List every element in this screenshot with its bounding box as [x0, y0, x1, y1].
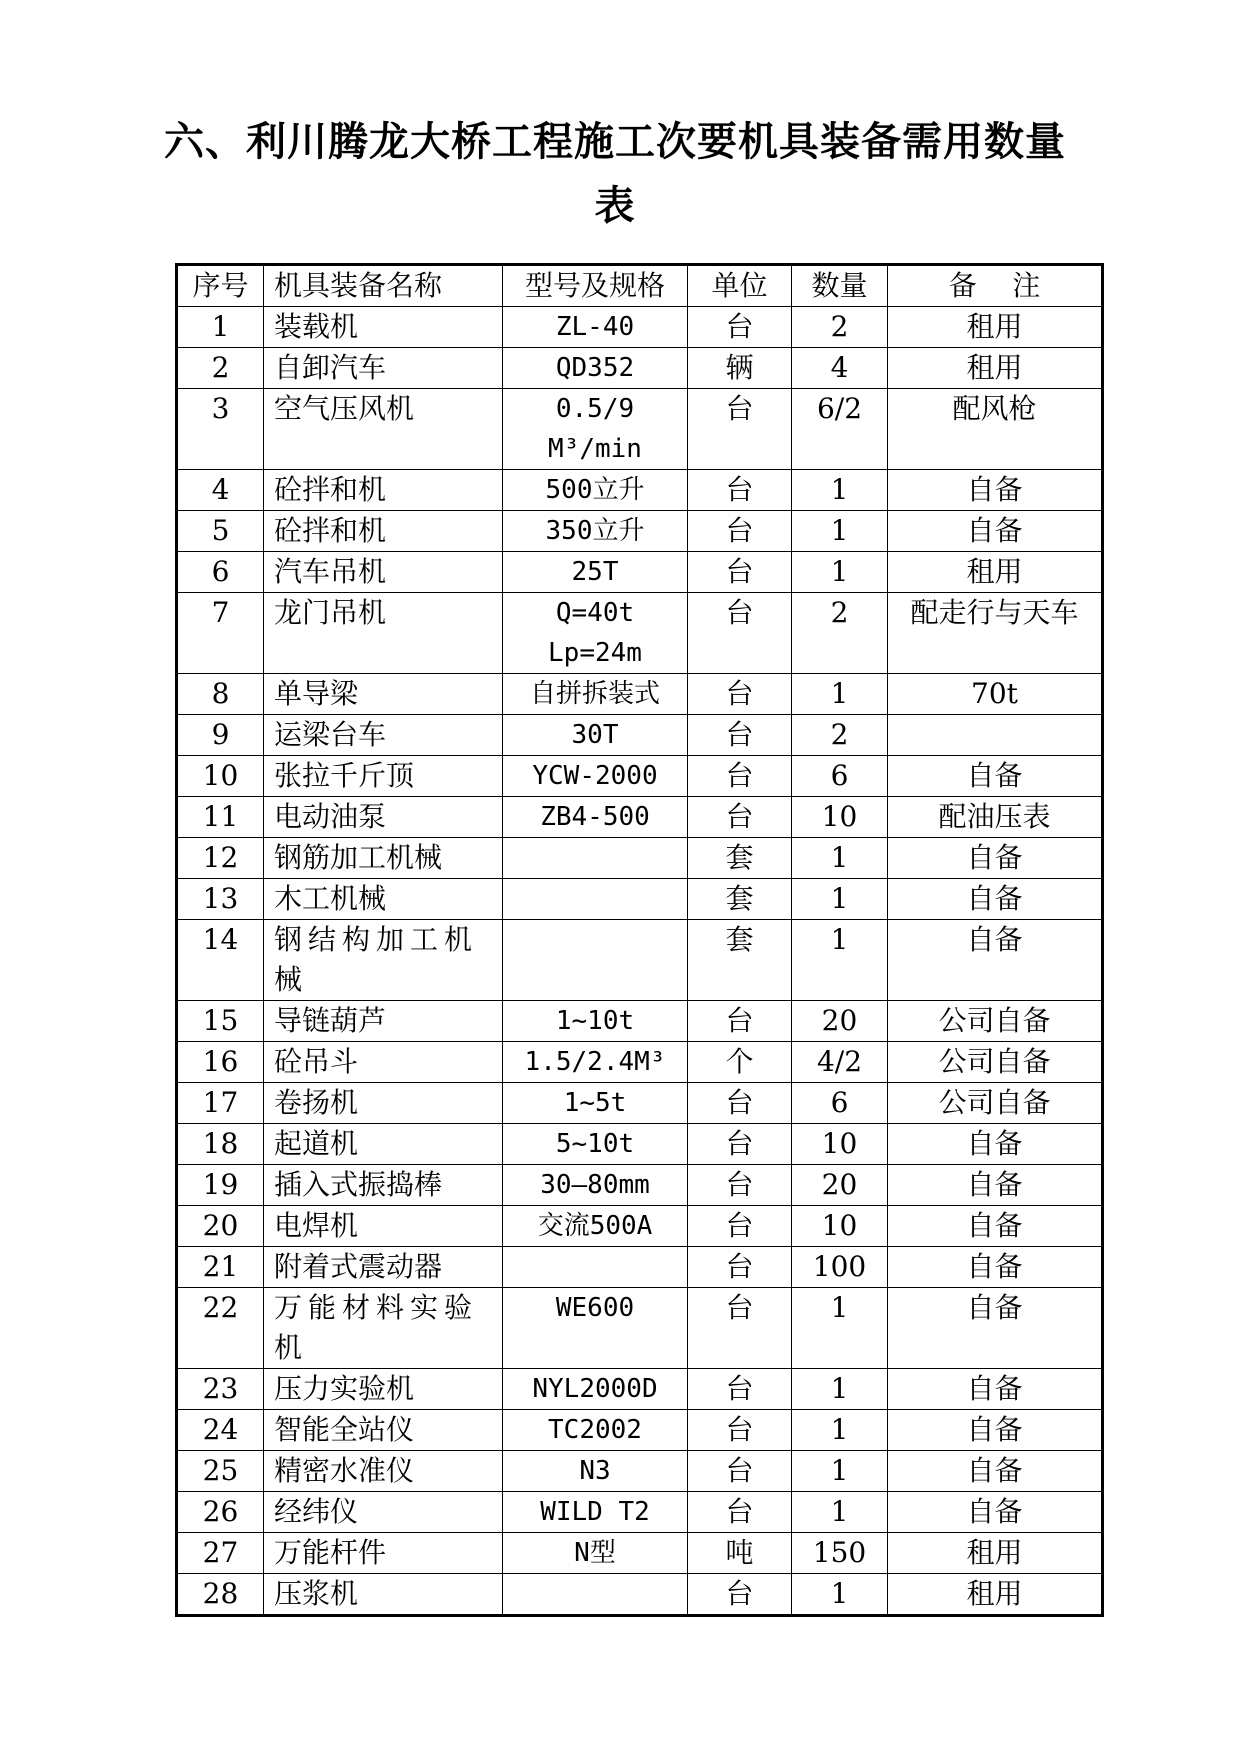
cell-note: 自备: [888, 1206, 1103, 1247]
cell-note: 公司自备: [888, 1042, 1103, 1083]
cell-spec: [503, 920, 688, 1001]
cell-unit: 台: [688, 715, 792, 756]
table-row: [177, 593, 1103, 674]
table-row: [177, 797, 1103, 838]
cell-spec: [503, 838, 688, 879]
cell-qty: 1: [792, 1288, 888, 1369]
cell-name: 万能材料实验机: [264, 1288, 503, 1369]
cell-note: 配走行与天车: [888, 593, 1103, 674]
cell-qty: 10: [792, 1206, 888, 1247]
cell-name: 运梁台车: [264, 715, 503, 756]
table-row: [177, 879, 1103, 920]
header-name: 机具装备名称: [264, 265, 503, 307]
equipment-table: [175, 263, 1104, 1617]
cell-name: 装载机: [264, 307, 503, 348]
cell-no: 7: [177, 593, 264, 674]
cell-unit: 套: [688, 879, 792, 920]
cell-name: 经纬仪: [264, 1492, 503, 1533]
cell-name: 卷扬机: [264, 1083, 503, 1124]
cell-unit: 台: [688, 1410, 792, 1451]
table-row: [177, 1369, 1103, 1410]
cell-unit: 台: [688, 1124, 792, 1165]
cell-name: 空气压风机: [264, 389, 503, 470]
cell-unit: 吨: [688, 1533, 792, 1574]
cell-qty: 1: [792, 1492, 888, 1533]
cell-no: 11: [177, 797, 264, 838]
cell-unit: 台: [688, 511, 792, 552]
cell-spec: QD352: [503, 348, 688, 389]
cell-qty: 4: [792, 348, 888, 389]
cell-unit: 台: [688, 552, 792, 593]
cell-spec: 1~10t: [503, 1001, 688, 1042]
cell-name: 汽车吊机: [264, 552, 503, 593]
table-row: [177, 838, 1103, 879]
cell-no: 15: [177, 1001, 264, 1042]
cell-no: 18: [177, 1124, 264, 1165]
cell-spec: WE600: [503, 1288, 688, 1369]
cell-qty: 10: [792, 797, 888, 838]
cell-qty: 100: [792, 1247, 888, 1288]
cell-spec: [503, 879, 688, 920]
cell-name: 万能杆件: [264, 1533, 503, 1574]
cell-spec: N型: [503, 1533, 688, 1574]
header-unit: 单位: [688, 265, 792, 307]
cell-note: 自备: [888, 1410, 1103, 1451]
cell-unit: 辆: [688, 348, 792, 389]
cell-unit: 台: [688, 1001, 792, 1042]
cell-note: 配油压表: [888, 797, 1103, 838]
cell-no: 16: [177, 1042, 264, 1083]
cell-no: 1: [177, 307, 264, 348]
cell-note: 自备: [888, 1165, 1103, 1206]
cell-spec: 自拼拆装式: [503, 674, 688, 715]
header-qty: 数量: [792, 265, 888, 307]
cell-spec: 5~10t: [503, 1124, 688, 1165]
cell-spec: NYL2000D: [503, 1369, 688, 1410]
cell-spec: 500立升: [503, 470, 688, 511]
cell-unit: 台: [688, 1288, 792, 1369]
table-row: [177, 756, 1103, 797]
cell-note: 租用: [888, 348, 1103, 389]
table-row: [177, 1410, 1103, 1451]
table-row: [177, 1042, 1103, 1083]
cell-spec: N3: [503, 1451, 688, 1492]
cell-unit: 台: [688, 674, 792, 715]
table-row: [177, 1288, 1103, 1369]
cell-note: 租用: [888, 552, 1103, 593]
cell-note: 自备: [888, 879, 1103, 920]
cell-qty: 1: [792, 470, 888, 511]
table-row: [177, 1574, 1103, 1616]
cell-qty: 1: [792, 1410, 888, 1451]
title-line-2: 表: [594, 183, 636, 229]
cell-note: 自备: [888, 1247, 1103, 1288]
table-row: [177, 470, 1103, 511]
cell-note: 租用: [888, 1574, 1103, 1616]
cell-name: 电焊机: [264, 1206, 503, 1247]
cell-no: 3: [177, 389, 264, 470]
cell-qty: 150: [792, 1533, 888, 1574]
cell-unit: 台: [688, 470, 792, 511]
table-row: [177, 307, 1103, 348]
cell-no: 13: [177, 879, 264, 920]
table-row: [177, 715, 1103, 756]
table-row: [177, 1083, 1103, 1124]
cell-unit: 台: [688, 797, 792, 838]
cell-spec: Q=40t Lp=24m: [503, 593, 688, 674]
cell-unit: 个: [688, 1042, 792, 1083]
cell-qty: 2: [792, 593, 888, 674]
cell-name: 精密水准仪: [264, 1451, 503, 1492]
cell-qty: 20: [792, 1001, 888, 1042]
header-no: 序号: [177, 265, 264, 307]
cell-spec: ZB4-500: [503, 797, 688, 838]
cell-spec: ZL-40: [503, 307, 688, 348]
cell-note: 自备: [888, 1288, 1103, 1369]
cell-no: 4: [177, 470, 264, 511]
cell-no: 28: [177, 1574, 264, 1616]
table-row: [177, 389, 1103, 470]
cell-spec: 30—80mm: [503, 1165, 688, 1206]
cell-unit: 台: [688, 1451, 792, 1492]
cell-no: 12: [177, 838, 264, 879]
cell-name: 附着式震动器: [264, 1247, 503, 1288]
cell-qty: 1: [792, 920, 888, 1001]
cell-qty: 1: [792, 1451, 888, 1492]
cell-unit: 台: [688, 1492, 792, 1533]
cell-unit: 台: [688, 1083, 792, 1124]
cell-note: 自备: [888, 756, 1103, 797]
cell-qty: 6: [792, 756, 888, 797]
cell-no: 20: [177, 1206, 264, 1247]
table-row: [177, 1124, 1103, 1165]
table-header-row: [177, 265, 1103, 307]
cell-spec: 30T: [503, 715, 688, 756]
table-row: [177, 1247, 1103, 1288]
cell-qty: 6: [792, 1083, 888, 1124]
table-row: [177, 1492, 1103, 1533]
cell-qty: 6/2: [792, 389, 888, 470]
table-row: [177, 1206, 1103, 1247]
cell-name: 导链葫芦: [264, 1001, 503, 1042]
cell-note: 自备: [888, 1124, 1103, 1165]
cell-unit: 台: [688, 389, 792, 470]
page-title: [150, 110, 1080, 238]
cell-spec: TC2002: [503, 1410, 688, 1451]
cell-qty: 10: [792, 1124, 888, 1165]
cell-qty: 1: [792, 674, 888, 715]
cell-note: 自备: [888, 1451, 1103, 1492]
cell-name: 钢筋加工机械: [264, 838, 503, 879]
cell-qty: 1: [792, 838, 888, 879]
cell-note: 自备: [888, 838, 1103, 879]
cell-no: 23: [177, 1369, 264, 1410]
cell-no: 17: [177, 1083, 264, 1124]
cell-no: 14: [177, 920, 264, 1001]
cell-name: 木工机械: [264, 879, 503, 920]
cell-no: 26: [177, 1492, 264, 1533]
cell-qty: 1: [792, 552, 888, 593]
cell-note: 租用: [888, 1533, 1103, 1574]
table-row: [177, 1533, 1103, 1574]
cell-name: 张拉千斤顶: [264, 756, 503, 797]
cell-unit: 套: [688, 920, 792, 1001]
cell-unit: 台: [688, 756, 792, 797]
cell-note: 公司自备: [888, 1001, 1103, 1042]
cell-spec: WILD T2: [503, 1492, 688, 1533]
cell-no: 24: [177, 1410, 264, 1451]
cell-unit: 台: [688, 593, 792, 674]
cell-spec: 交流500A: [503, 1206, 688, 1247]
cell-note: 自备: [888, 1492, 1103, 1533]
cell-name: 压力实验机: [264, 1369, 503, 1410]
cell-name: 钢结构加工机械: [264, 920, 503, 1001]
cell-unit: 台: [688, 1574, 792, 1616]
cell-no: 5: [177, 511, 264, 552]
cell-name: 单导梁: [264, 674, 503, 715]
cell-note: 公司自备: [888, 1083, 1103, 1124]
cell-unit: 台: [688, 1247, 792, 1288]
cell-spec: [503, 1574, 688, 1616]
cell-spec: YCW-2000: [503, 756, 688, 797]
cell-spec: 1.5/2.4M³: [503, 1042, 688, 1083]
cell-note: 租用: [888, 307, 1103, 348]
cell-no: 19: [177, 1165, 264, 1206]
header-spec: 型号及规格: [503, 265, 688, 307]
cell-name: 电动油泵: [264, 797, 503, 838]
cell-name: 压浆机: [264, 1574, 503, 1616]
cell-note: 自备: [888, 511, 1103, 552]
cell-no: 25: [177, 1451, 264, 1492]
table-row: [177, 552, 1103, 593]
cell-qty: 1: [792, 1574, 888, 1616]
cell-unit: 台: [688, 1369, 792, 1410]
cell-name: 自卸汽车: [264, 348, 503, 389]
cell-no: 21: [177, 1247, 264, 1288]
cell-qty: 2: [792, 715, 888, 756]
cell-no: 6: [177, 552, 264, 593]
cell-unit: 台: [688, 1165, 792, 1206]
cell-no: 9: [177, 715, 264, 756]
cell-spec: 1~5t: [503, 1083, 688, 1124]
cell-name: 插入式振捣棒: [264, 1165, 503, 1206]
cell-name: 砼拌和机: [264, 511, 503, 552]
cell-note: 自备: [888, 470, 1103, 511]
cell-note: [888, 715, 1103, 756]
cell-no: 2: [177, 348, 264, 389]
cell-spec: [503, 1247, 688, 1288]
cell-no: 22: [177, 1288, 264, 1369]
table-row: [177, 1451, 1103, 1492]
cell-note: 70t: [888, 674, 1103, 715]
table-row: [177, 348, 1103, 389]
cell-note: 自备: [888, 920, 1103, 1001]
cell-name: 智能全站仪: [264, 1410, 503, 1451]
header-note: 备 注: [888, 265, 1103, 307]
cell-qty: 1: [792, 511, 888, 552]
table-row: [177, 1165, 1103, 1206]
cell-spec: 0.5/9 M³/min: [503, 389, 688, 470]
cell-spec: 25T: [503, 552, 688, 593]
cell-qty: 1: [792, 879, 888, 920]
table-row: [177, 511, 1103, 552]
cell-unit: 台: [688, 1206, 792, 1247]
cell-note: 自备: [888, 1369, 1103, 1410]
cell-qty: 20: [792, 1165, 888, 1206]
table-row: [177, 674, 1103, 715]
cell-unit: 台: [688, 307, 792, 348]
table-row: [177, 1001, 1103, 1042]
cell-name: 砼拌和机: [264, 470, 503, 511]
cell-no: 10: [177, 756, 264, 797]
cell-no: 8: [177, 674, 264, 715]
cell-unit: 套: [688, 838, 792, 879]
cell-name: 起道机: [264, 1124, 503, 1165]
cell-note: 配风枪: [888, 389, 1103, 470]
cell-spec: 350立升: [503, 511, 688, 552]
cell-qty: 2: [792, 307, 888, 348]
cell-name: 龙门吊机: [264, 593, 503, 674]
cell-no: 27: [177, 1533, 264, 1574]
table-row: [177, 920, 1103, 1001]
title-line-1: 六、利川腾龙大桥工程施工次要机具装备需用数量: [164, 119, 1066, 165]
cell-name: 砼吊斗: [264, 1042, 503, 1083]
cell-qty: 1: [792, 1369, 888, 1410]
cell-qty: 4/2: [792, 1042, 888, 1083]
